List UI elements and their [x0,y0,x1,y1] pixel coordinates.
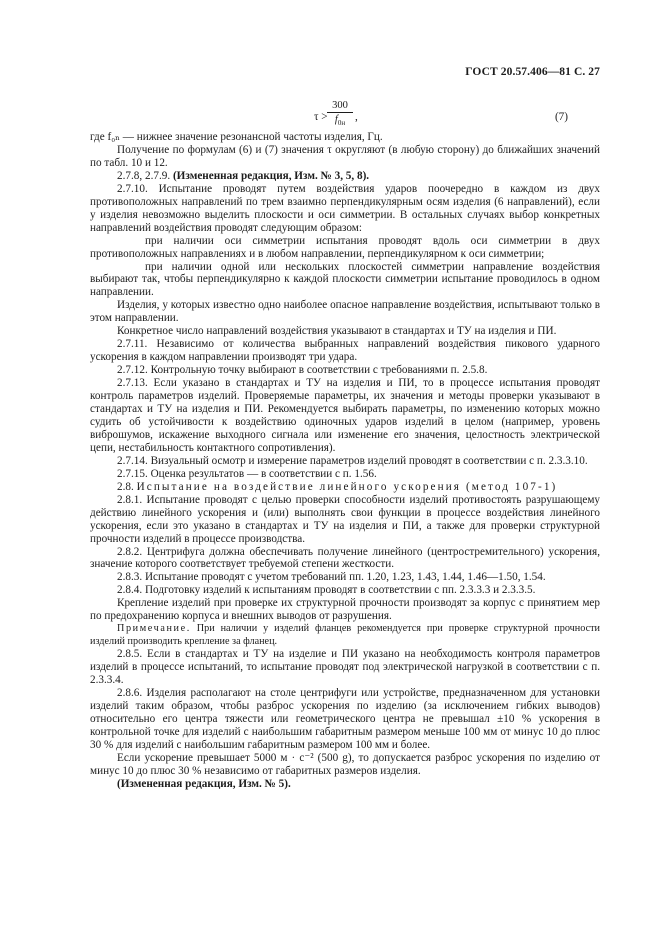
paragraph-2-8-6: 2.8.6. Изделия располагают на столе центрифуги или устройстве, предназначенном для установки изделий таким образом, чтобы разброс ускорения по изделию (за исключением гибких выводов) относительно его центра тяжести или геометрического центра не превышал ±10 % ускорения в контрольной точке для изделий с наибольшим габаритным размером меньше 100 мм от минус 10 до плюс 30 % для изделий с наибольшим габаритным размером 100 мм и более. [90,687,600,751]
paragraph-2-8-3: 2.8.3. Испытание проводят с учетом требований пп. 1.20, 1.23, 1.43, 1.44, 1.46—1.50, 1.54. [117,571,546,584]
formula-comma: , [355,111,358,123]
formula-numerator: 300 [327,100,353,113]
note: Примечание. При наличии у изделий фланцев рекомендуется при проверке структурной прочности изделий производить крепление за фланец. [90,623,601,647]
paragraph-number-of-directions: Конкретное число направлений воздействия указывают в стандартах и ТУ на изделия и ПИ. [117,325,557,338]
paragraph-2-8-1: 2.8.1. Испытание проводят с целью проверки способности изделий противостоять разрушающему действию линейного ускорения и (или) выполнять свои функции в процессе воздействия линейного ускорения, если это указано в стандартах и ТУ на изделия и ПИ, а также для проверки структурной прочности изделий в процессе производства. [90,493,600,545]
paragraph-2-7-10: 2.7.10. Испытание проводят путем воздействия ударов поочередно в каждом из двух противоположных направлений по трем взаимно перпендикулярным осям изделия (6 направлений), если у изделия невозможно выделить плоскости и оси симметрии. В остальных случаях выбор конкретных направлений воздействия проводят следующим образом: [90,182,600,234]
document-body [90,131,600,791]
paragraph-2-8-4: 2.8.4. Подготовку изделий к испытаниям проводят в соответствии с пп. 2.3.3.3 и 2.3.3.5. [117,584,536,597]
paragraph-amendment-5: (Измененная редакция, Изм. № 5). [117,777,291,790]
paragraph-2-7-15: 2.7.15. Оценка результатов — в соответствии с п. 1.56. [117,467,377,480]
paragraph-2-7-12: 2.7.12. Контрольную точку выбирают в соответствии с требованиями п. 2.5.8. [117,364,488,377]
paragraph-2-7-8: 2.7.8, 2.7.9. (Измененная редакция, Изм. № 3, 5, 8). [117,169,370,182]
formula-7 [314,100,594,130]
formula-fraction [327,100,353,130]
paragraph-rounding: Получение по формулам (6) и (7) значения τ округляют (в любую сторону) до ближайших значений по табл. 10 и 12. [90,143,600,169]
formula-number: (7) [554,111,568,123]
page-header: ГОСТ 20.57.406—81 С. 27 [465,66,600,78]
paragraph-mounting: Крепление изделий при проверке их структурной прочности производят за корпус с принятием мер по предохранению корпуса и внешних выводов от разрушения. [90,597,600,623]
paragraph-2-7-13: 2.7.13. Если указано в стандартах и ТУ на изделия и ПИ, то в процессе испытания проводят контроль параметров изделий. Проверяемые параметры, их значения и методы проверки указывают в стандартах и ТУ на изделия и ПИ. Рекомендуется выбирать параметры, по изменению которых можно судить об устойчивости к воздействию одиночных ударов изделий в целом (например, уровень виброшумов, искажение выходного сигнала или изменение его значения, целостность электрической цепи, нестабильность контактного сопротивления). [90,377,600,454]
paragraph-acceleration-spread: Если ускорение превышает 5000 м · с⁻² (500 g), то допускается разброс ускорения по изделию от минус 10 до плюс 30 % независимо от габаритных размеров изделия. [90,751,600,777]
formula-lhs: τ > [314,111,328,123]
paragraph-f0n-definition: где f₀ₙ — нижнее значение резонансной частоты изделия, Гц. [90,131,383,143]
paragraph-dangerous-direction: Изделия, у которых известно одно наиболее опасное направление воздействия, испытывают только в этом направлении. [90,299,600,325]
paragraph-symmetry-axis: при наличии оси симметрии испытания проводят вдоль оси симметрии в двух противоположных направлениях и в любом направлении, перпендикулярном к оси симметрии; [90,234,600,260]
formula-denominator: $f_{0н}$ [334,114,346,128]
paragraph-2-8-5: 2.8.5. Если в стандартах и ТУ на изделие и ПИ указано на необходимость контроля параметров изделий в процессе испытаний, то испытание проводят под электрической нагрузкой в соответствии с п. 2.3.3.4. [90,648,600,687]
paragraph-2-7-14: 2.7.14. Визуальный осмотр и измерение параметров изделий проводят в соответствии с п. 2.3.3.10. [117,454,588,467]
paragraph-2-7-11: 2.7.11. Независимо от количества выбранных направлений воздействия пикового ударного ускорения в каждом направлении производят три удара. [90,338,600,364]
section-heading-2-8: 2.8. Испытание на воздействие линейного ускорения (метод 107-1) [117,480,558,493]
paragraph-symmetry-planes: при наличии одной или нескольких плоскостей симметрии направление воздействия выбирают так, чтобы перпендикулярно к каждой плоскости симметрии испытание проводилось в одном направлении. [90,260,600,299]
paragraph-2-8-2: 2.8.2. Центрифуга должна обеспечивать получение линейного (центростремительного) ускорения, значение которого соответствует требуемой степени жесткости. [90,545,600,571]
